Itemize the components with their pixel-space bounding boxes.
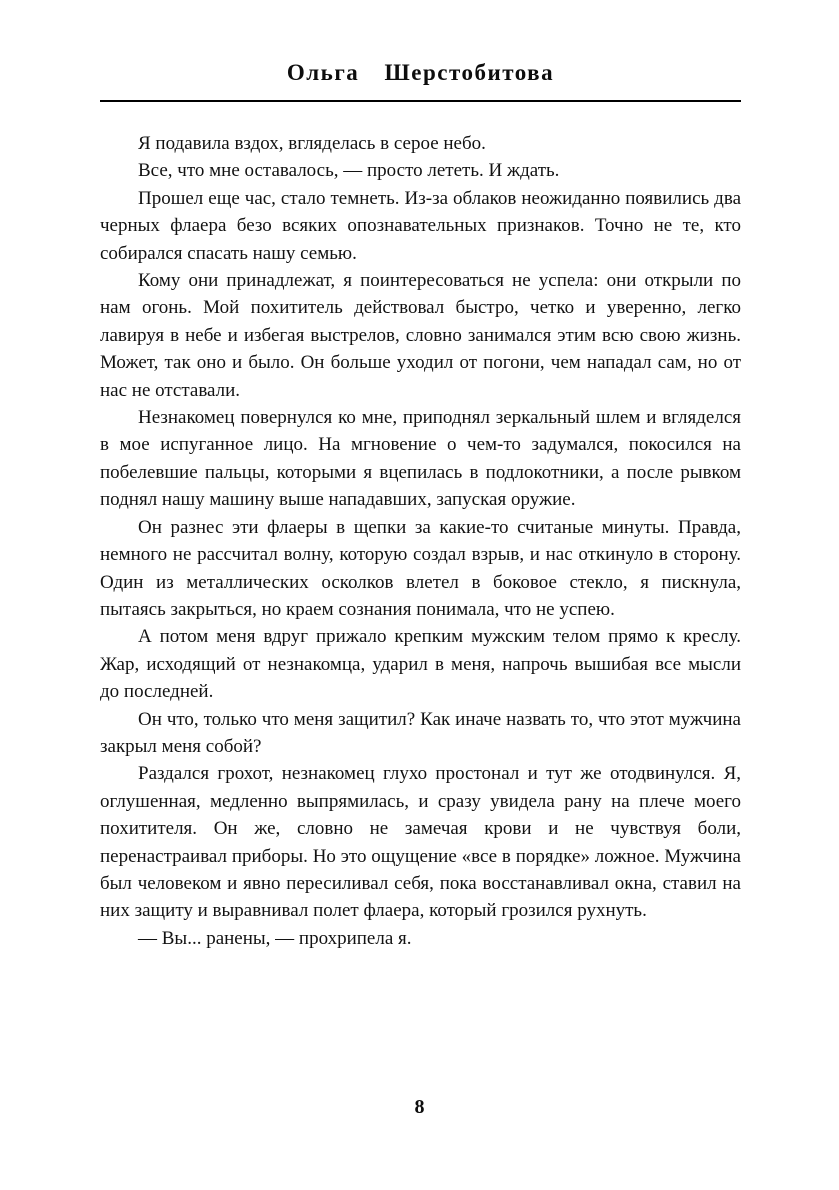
paragraph: Незнакомец повернулся ко мне, приподнял зеркальный шлем и вгляделся в мое испуганное лицо. На мгновение о чем-то задумался, покосился на побелевшие пальцы, которыми я вцепилась в подлокотники, а после рывком поднял нашу машину выше нападавших, запуская оружие. <box>100 407 741 511</box>
running-head-author: Ольга Шерстобитова <box>286 60 555 85</box>
paragraph: А потом меня вдруг прижало крепким мужским телом прямо к креслу. Жар, исходящий от незнакомца, ударил в меня, напрочь вышибая все мысли до последней. <box>100 626 741 703</box>
paragraph: Раздался грохот, незнакомец глухо простонал и тут же отодвинулся. Я, оглушенная, медленно выпрямилась, и сразу увидела рану на плече моего похитителя. Он же, словно не замечая крови и не чувствуя боли, перенастраивал приборы. Но это ощущение «все в порядке» ложное. Мужчина был человеком и явно пересиливал себя, пока восстанавливал окна, ставил на них защиту и выравнивал полет флаера, который грозился рухнуть. <box>100 763 741 922</box>
paragraph: — Вы... ранены, — прохрипела я. <box>138 927 412 949</box>
page-text <box>100 130 741 952</box>
paragraph: Кому они принадлежат, я поинтересоваться не успела: они открыли по нам огонь. Мой похититель действовал быстро, четко и уверенно, легко лавируя в небе и избегая выстрелов, словно занимался этим всю свою жизнь. Может, так оно и было. Он больше уходил от погони, чем нападал сам, но от нас не отставали. <box>100 270 741 401</box>
paragraph: Я подавила вздох, вгляделась в серое небо. <box>138 133 486 154</box>
paragraph: Прошел еще час, стало темнеть. Из-за облаков неожиданно появились два черных флаера безо всяких опознавательных признаков. Точно не те, кто собирался спасать нашу семью. <box>100 187 741 264</box>
paragraph: Все, что мне оставалось, — просто лететь. И ждать. <box>138 160 560 182</box>
header-rule <box>100 100 741 102</box>
paragraph: Он разнес эти флаеры в щепки за какие-то считаные минуты. Правда, немного не рассчитал волну, которую создал взрыв, и нас откинуло в сторону. Один из металлических осколков влетел в боковое стекло, я пискнула, пытаясь закрыться, но краем сознания понимала, что не успею. <box>100 516 741 620</box>
page-number: 8 <box>414 1096 425 1118</box>
paragraph: Он что, только что меня защитил? Как иначе назвать то, что этот мужчина закрыл меня собой? <box>100 708 741 757</box>
